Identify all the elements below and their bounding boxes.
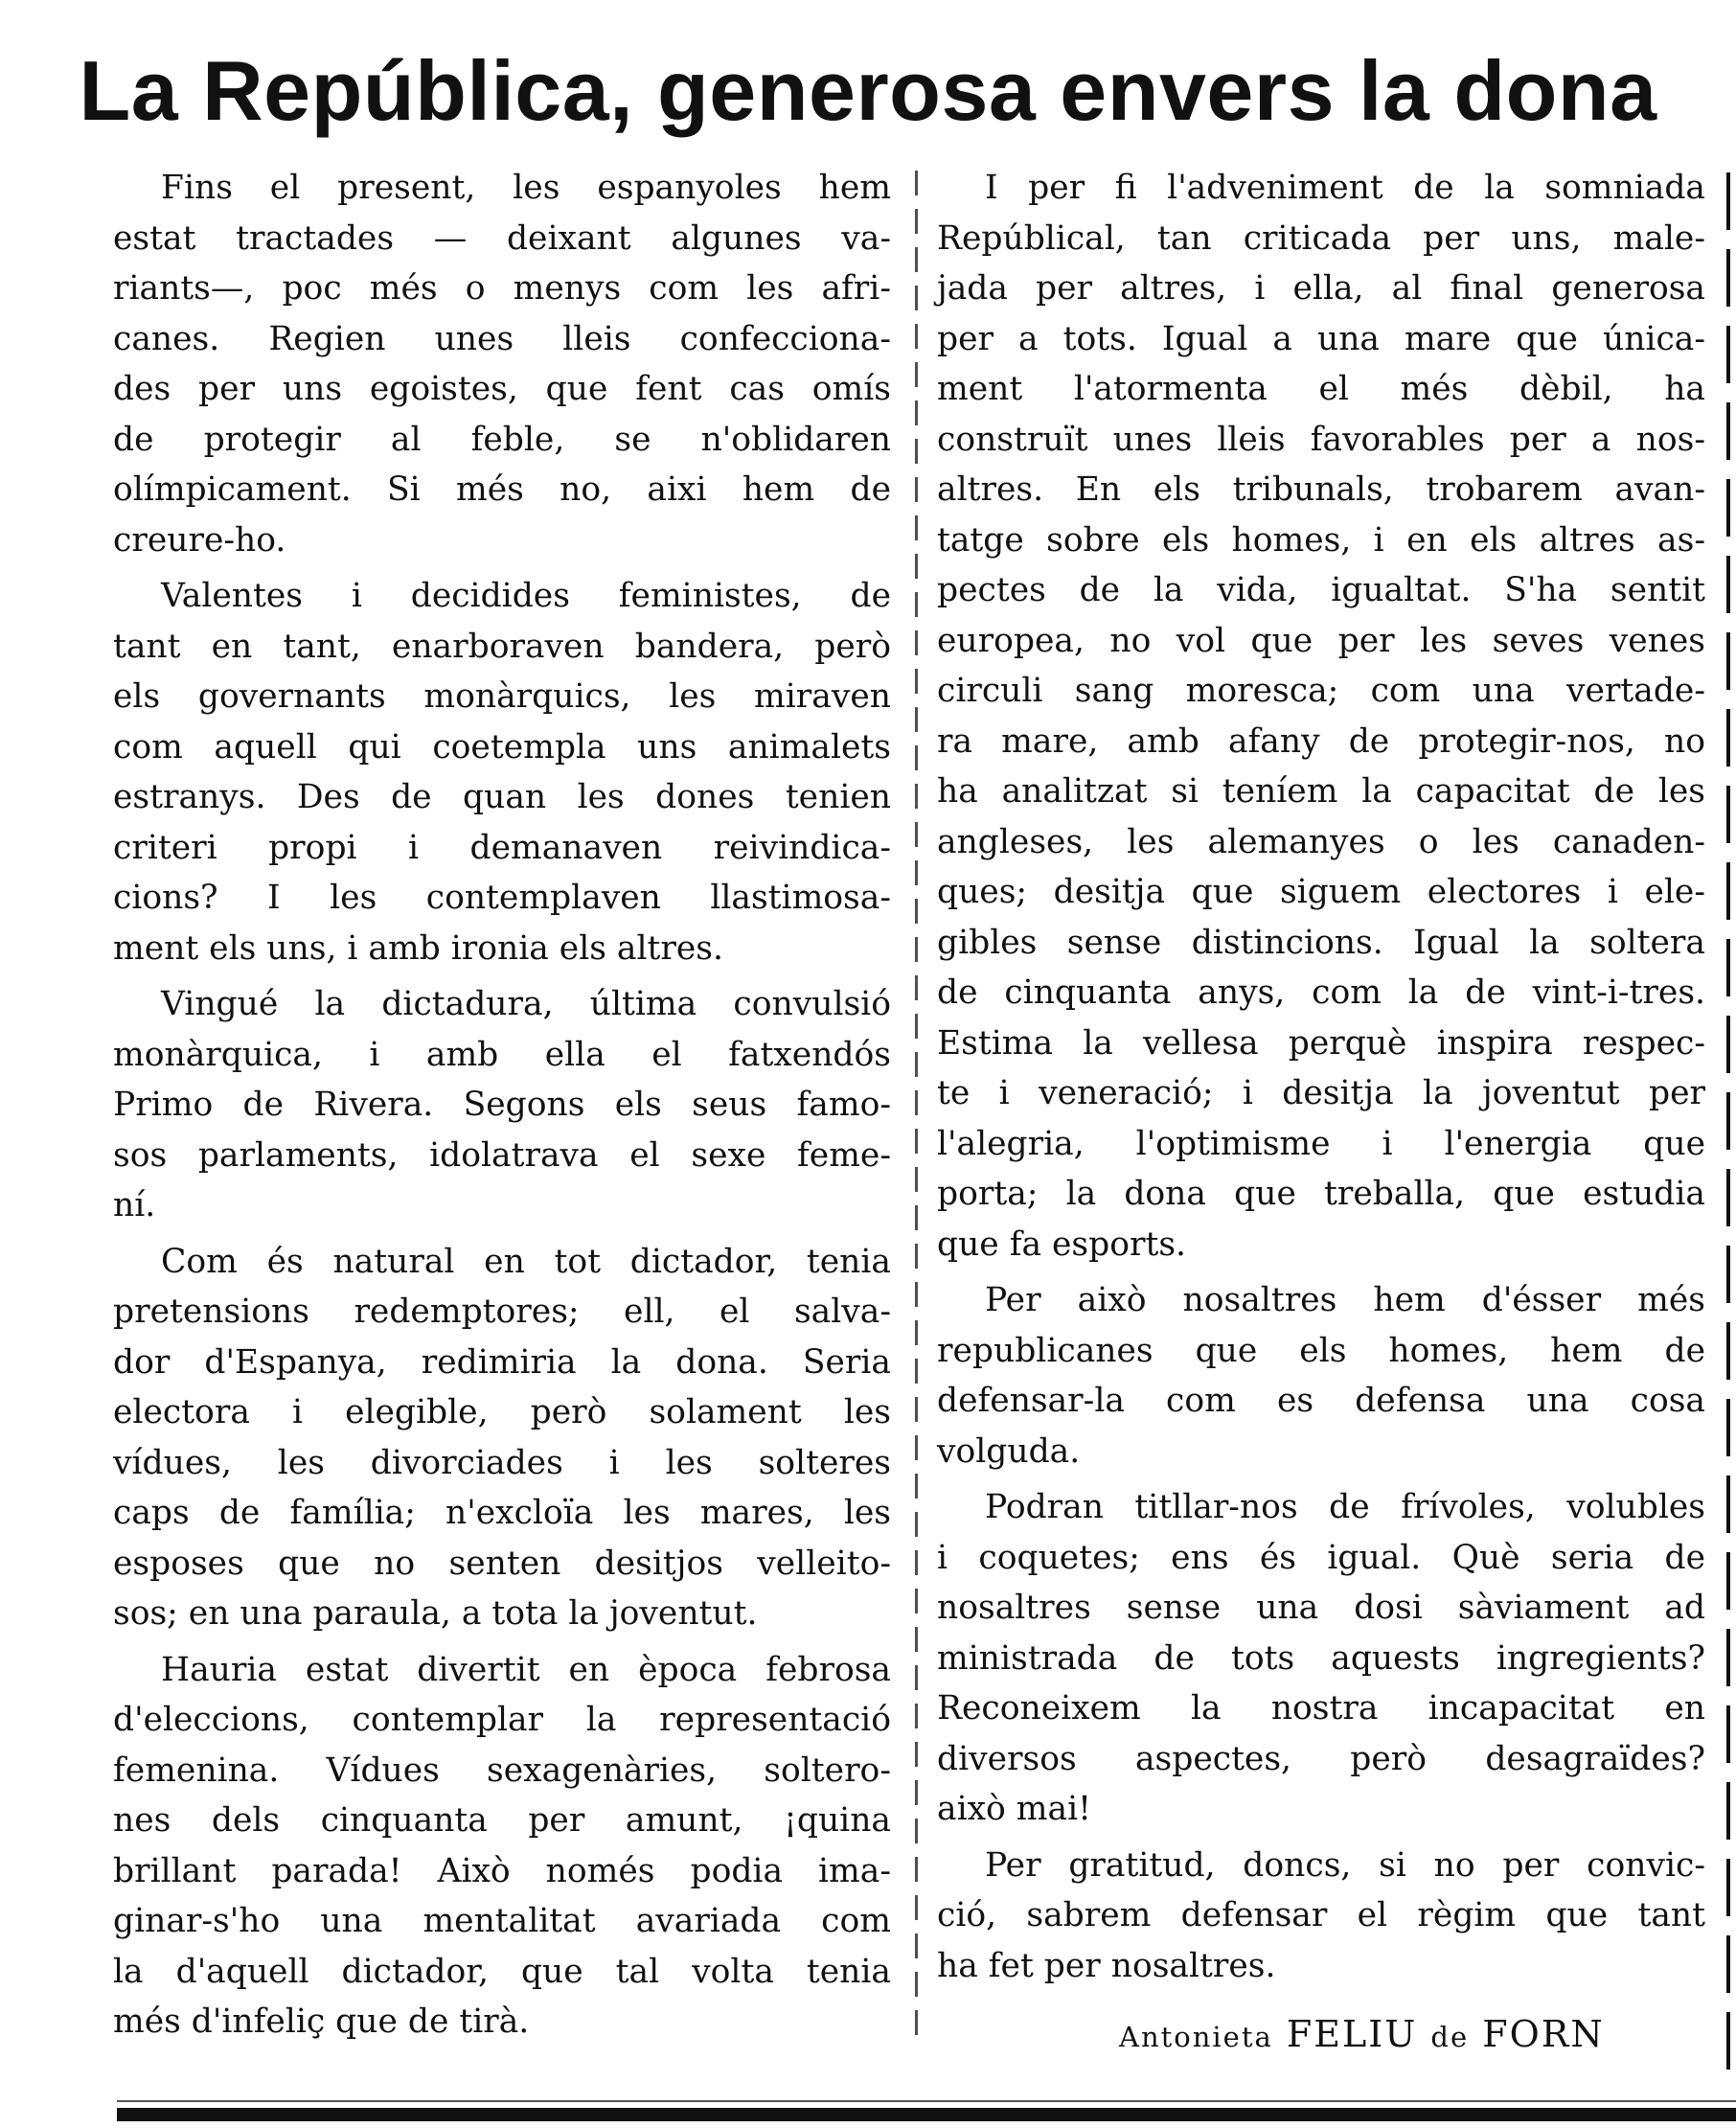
text-line: riants—, poc més o menys com les afri- <box>113 269 891 308</box>
text-line: ment l'atormenta el més dèbil, ha <box>937 370 1705 408</box>
text-line: i coquetes; ens és igual. Què seria de <box>937 1538 1705 1577</box>
text-line: des per uns egoistes, que fent cas omís <box>113 370 891 408</box>
text-line: ció, sabrem defensar el règim que tant <box>937 1896 1705 1934</box>
text-line: europea, no vol que per les seves venes <box>937 621 1705 660</box>
text-line: per a tots. Igual a una mare que única- <box>937 319 1705 358</box>
text-line: Fins el present, les espanyoles hem <box>161 169 891 207</box>
text-line: criteri propi i demanaven reivindica- <box>113 828 891 867</box>
right-column <box>937 163 1705 1991</box>
text-line: l'alegria, l'optimisme i l'energia que <box>937 1124 1705 1163</box>
text-line: ment els uns, i amb ironia els altres. <box>113 928 723 968</box>
text-line: Per gratitud, doncs, si no per convic- <box>985 1845 1705 1885</box>
text-line: altres. En els tribunals, trobarem avan- <box>937 470 1705 509</box>
paragraph <box>113 1645 891 2048</box>
text-line: I per fi l'adveniment de la somniada <box>985 169 1705 207</box>
text-line: caps de família; n'excloïa les mares, les <box>113 1494 891 1532</box>
text-line: estat tractades — deixant algunes va- <box>113 218 891 258</box>
paragraph <box>113 163 891 565</box>
bottom-rule <box>117 2108 1736 2121</box>
text-line: Primo de Rivera. Segons els seus famo- <box>113 1086 891 1124</box>
text-line: diversos aspectes, però desagraïdes? <box>937 1739 1705 1778</box>
text-line: dor d'Espanya, redimiria la dona. Seria <box>113 1342 891 1382</box>
column-divider <box>915 171 918 2048</box>
text-line: te i veneració; i desitja la joventut per <box>937 1074 1705 1112</box>
text-line: pectes de la vida, igualtat. S'ha sentit <box>937 571 1705 609</box>
text-line: ní. <box>113 1186 156 1224</box>
text-line: Estima la vellesa perquè inspira respec- <box>937 1023 1705 1063</box>
paragraph <box>937 1482 1705 1835</box>
text-line: defensar-la com es defensa una cosa <box>937 1382 1705 1420</box>
text-line: sos parlaments, idolatrava el sexe feme- <box>113 1135 891 1175</box>
text-line: ha analitzat si teníem la capacitat de les <box>937 772 1705 811</box>
text-line: circuli sang moresca; com una vertade- <box>937 672 1705 710</box>
text-line: porta; la dona que treballa, que estudia <box>937 1175 1705 1213</box>
text-line: femenina. Vídues sexagenàries, soltero- <box>113 1750 891 1790</box>
text-line: més d'infeliç que de tirà. <box>113 2002 530 2041</box>
text-line: Per això nosaltres hem d'ésser més <box>985 1281 1705 1319</box>
text-line: ha fet per nosaltres. <box>937 1946 1276 1985</box>
text-line: Com és natural en tot dictador, tenia <box>161 1242 891 1281</box>
paragraph <box>113 571 891 973</box>
text-line: Vingué la dictadura, última convulsió <box>161 985 891 1023</box>
paragraph <box>937 163 1705 1270</box>
text-line: volguda. <box>937 1431 1081 1471</box>
text-line: Reconeixem la nostra incapacitat en <box>937 1689 1705 1728</box>
text-line: nes dels cinquanta per amunt, ¡quina <box>113 1801 891 1840</box>
text-line: tant en tant, enarboraven bandera, però <box>113 627 891 666</box>
text-line: canes. Regien unes lleis confecciona- <box>113 319 891 358</box>
text-line: republicanes que els homes, hem de <box>937 1331 1705 1370</box>
text-line: electora i elegible, però solament les <box>113 1393 891 1431</box>
paragraph <box>113 1237 891 1639</box>
text-line: nosaltres sense una dosi sàviament ad <box>937 1589 1705 1627</box>
text-line: Podran titllar-nos de frívoles, volubles <box>985 1488 1705 1526</box>
signature-surname-2: FORN <box>1482 2013 1605 2055</box>
text-line: ques; desitja que siguem electores i ele- <box>937 873 1705 911</box>
text-line: olímpicament. Si més no, aixi hem de <box>113 470 891 509</box>
paragraph <box>937 1275 1705 1476</box>
author-signature <box>1119 2007 1605 2064</box>
text-line: estranys. Des de quan les dones tenien <box>113 778 891 816</box>
text-line: jada per altres, i ella, al final generosa <box>937 269 1705 308</box>
text-line: com aquell qui coetempla uns animalets <box>113 727 891 767</box>
text-line: monàrquica, i amb ella el fatxendós <box>113 1035 891 1074</box>
text-line: Valentes i decidides feministes, de <box>161 577 891 615</box>
text-line: de protegir al feble, se n'oblidaren <box>113 420 891 459</box>
paragraph <box>937 1841 1705 1992</box>
text-line: ministrada de tots aquests ingregients? <box>937 1638 1705 1678</box>
text-line: la d'aquell dictador, que tal volta tenia <box>113 1952 891 1991</box>
paragraph <box>113 979 891 1231</box>
text-line: això mai! <box>937 1790 1091 1828</box>
text-line: que fa esports. <box>937 1224 1186 1264</box>
text-line: els governants monàrquics, les miraven <box>113 677 891 716</box>
text-line: ra mare, amb afany de protegir-nos, no <box>937 721 1705 761</box>
text-line: angleses, les alemanyes o les canaden- <box>937 822 1705 861</box>
signature-first-name: Antonieta <box>1119 2021 1273 2053</box>
text-line: de cinquanta anys, com la de vint-i-tres. <box>937 973 1705 1012</box>
text-line: ginar-s'ho una mentalitat avariada com <box>113 1902 891 1940</box>
text-line: cions? I les contemplaven llastimosa- <box>113 879 891 917</box>
text-line: tatge sobre els homes, i en els altres as- <box>937 520 1705 560</box>
bottom-thin-rule <box>117 2100 1736 2102</box>
article-headline: La República, generosa envers la dona <box>79 43 1657 138</box>
text-line: vídues, les divorciades i les solteres <box>113 1443 891 1482</box>
text-line: pretensions redemptores; ell, el salva- <box>113 1293 891 1331</box>
signature-particle: de <box>1430 2021 1470 2053</box>
text-line: brillant parada! Això només podia ima- <box>113 1851 891 1890</box>
signature-surname-1: FELIU <box>1286 2013 1418 2055</box>
text-line: Hauria estat divertit en època febrosa <box>161 1650 891 1689</box>
text-line: d'eleccions, contemplar la representació <box>113 1701 891 1739</box>
text-line: sos; en una paraula, a tota la joventut. <box>113 1594 758 1633</box>
text-line: gibles sense distincions. Igual la soltera <box>937 923 1705 962</box>
text-line: Repúblical, tan criticada per uns, male- <box>937 218 1705 258</box>
text-line: construït unes lleis favorables per a nos- <box>937 420 1705 459</box>
left-column <box>113 163 891 2048</box>
text-line: creure-ho. <box>113 520 286 560</box>
text-line: esposes que no senten desitjos velleito- <box>113 1544 891 1583</box>
page-edge-rule <box>1726 172 1730 2070</box>
